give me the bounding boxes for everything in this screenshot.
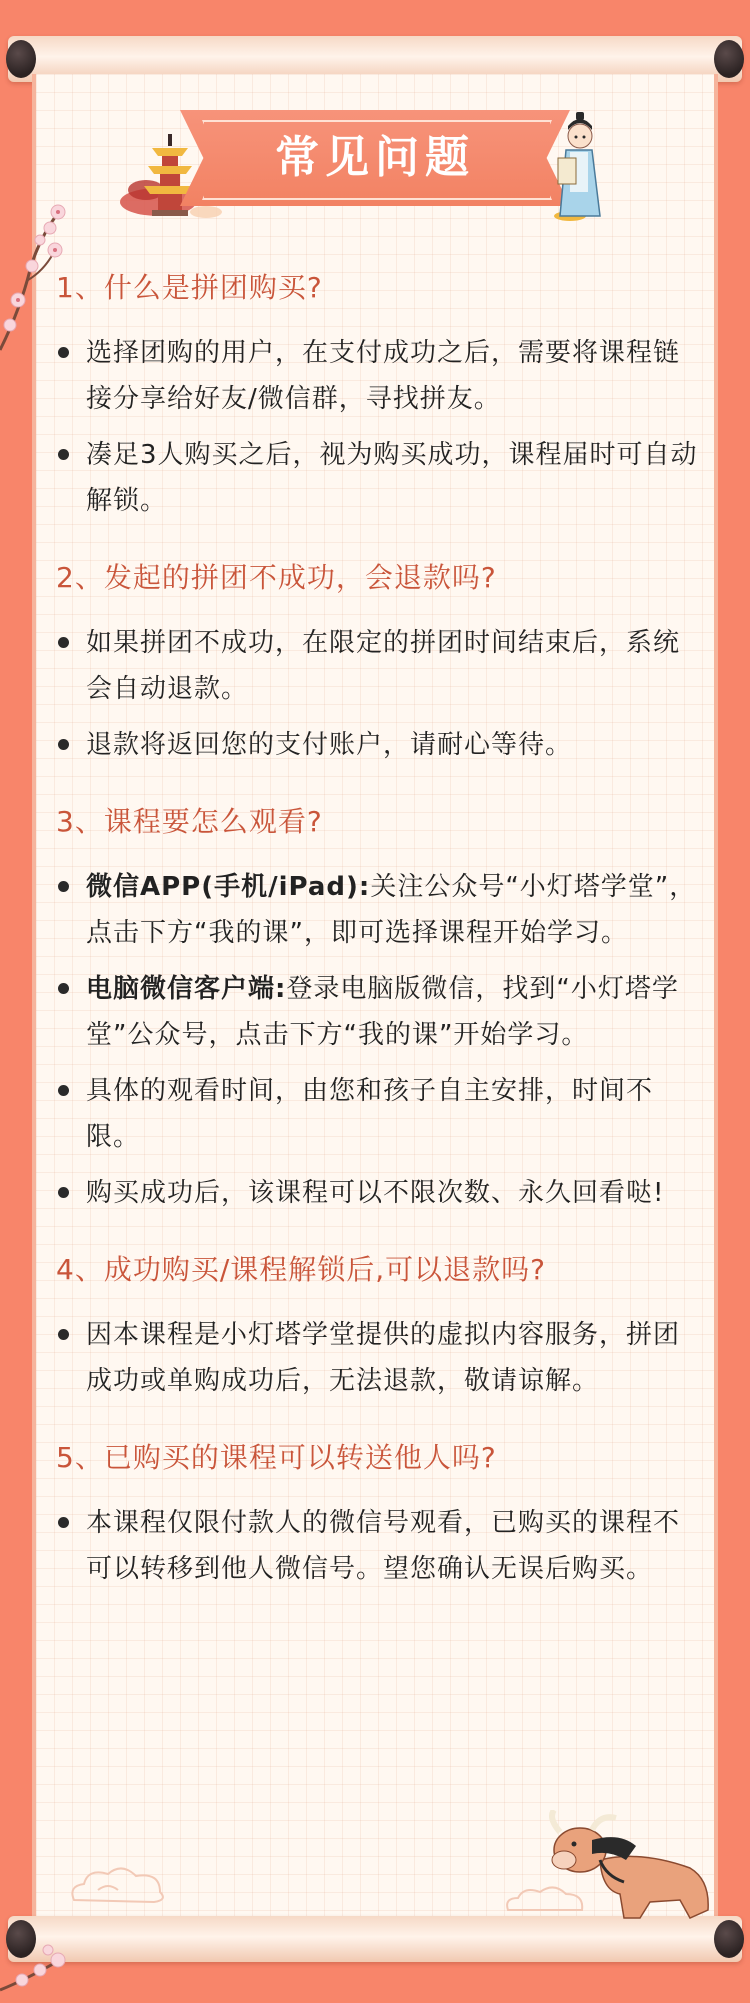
faq-section [56, 558, 706, 768]
faq-answer-item [56, 1312, 706, 1404]
bullet-icon [58, 1187, 69, 1198]
answer-lead: 微信APP(手机/iPad): [86, 872, 371, 902]
faq-answer-item [56, 722, 706, 768]
faq-answer-item [56, 1500, 706, 1592]
answer-text: 凑足3人购买之后，视为购买成功，课程届时可自动解锁。 [86, 440, 698, 516]
faq-answer-item [56, 864, 706, 956]
plum-blossom-icon [0, 1930, 70, 2000]
faq-question: 1、什么是拼团购买? [56, 271, 323, 304]
bullet-icon [58, 637, 69, 648]
bullet-icon [58, 347, 69, 358]
cloud-icon [64, 1860, 174, 1910]
faq-section [56, 1438, 706, 1592]
faq-answer-item [56, 1068, 706, 1160]
faq-question: 4、成功购买/课程解锁后,可以退款吗? [56, 1253, 547, 1286]
answer-text: 购买成功后，该课程可以不限次数、永久回看哒! [86, 1178, 665, 1208]
scroll-rod-bottom [8, 1916, 742, 1962]
page-title: 常见问题 [275, 132, 475, 183]
answer-text: 登录电脑版微信，找到“小灯塔学堂”公众号，点击下方“我的课”开始学习。 [86, 974, 679, 1050]
answer-text: 如果拼团不成功，在限定的拼团时间结束后，系统会自动退款。 [86, 628, 681, 704]
bullet-icon [58, 449, 69, 460]
answer-text: 因本课程是小灯塔学堂提供的虚拟内容服务，拼团成功或单购成功后，无法退款，敬请谅解。 [86, 1320, 681, 1396]
faq-section [56, 268, 706, 524]
scholar-icon [548, 112, 612, 224]
answer-text: 关注公众号“小灯塔学堂”，点击下方“我的课”，即可选择课程开始学习。 [86, 872, 697, 948]
answer-lead: 电脑微信客户端: [86, 974, 287, 1004]
ox-icon [540, 1810, 720, 1920]
faq-question: 2、发起的拼团不成功，会退款吗? [56, 561, 497, 594]
answer-text: 具体的观看时间，由您和孩子自主安排，时间不限。 [86, 1076, 654, 1152]
rod-cap-right [714, 1920, 744, 1958]
answer-text: 本课程仅限付款人的微信号观看，已购买的课程不可以转移到他人微信号。望您确认无误后购买。 [86, 1508, 681, 1584]
faq-question: 3、课程要怎么观看? [56, 805, 323, 838]
answer-text: 退款将返回您的支付账户，请耐心等待。 [86, 730, 573, 760]
faq-answer-item [56, 330, 706, 422]
faq-answer-item [56, 1170, 706, 1216]
faq-section [56, 1250, 706, 1404]
faq-question: 5、已购买的课程可以转送他人吗? [56, 1441, 497, 1474]
bullet-icon [58, 1517, 69, 1528]
answer-text: 选择团购的用户，在支付成功之后，需要将课程链接分享给好友/微信群，寻找拼友。 [86, 338, 681, 414]
rod-cap-right [714, 40, 744, 78]
header-banner [180, 110, 570, 206]
bullet-icon [58, 1329, 69, 1340]
faq-answer-item [56, 620, 706, 712]
faq-answer-item [56, 432, 706, 524]
bullet-icon [58, 1085, 69, 1096]
bullet-icon [58, 739, 69, 750]
faq-list [56, 268, 706, 1626]
faq-section [56, 802, 706, 1216]
bullet-icon [58, 881, 69, 892]
rod-cap-left [6, 40, 36, 78]
bullet-icon [58, 983, 69, 994]
faq-answer-item [56, 966, 706, 1058]
